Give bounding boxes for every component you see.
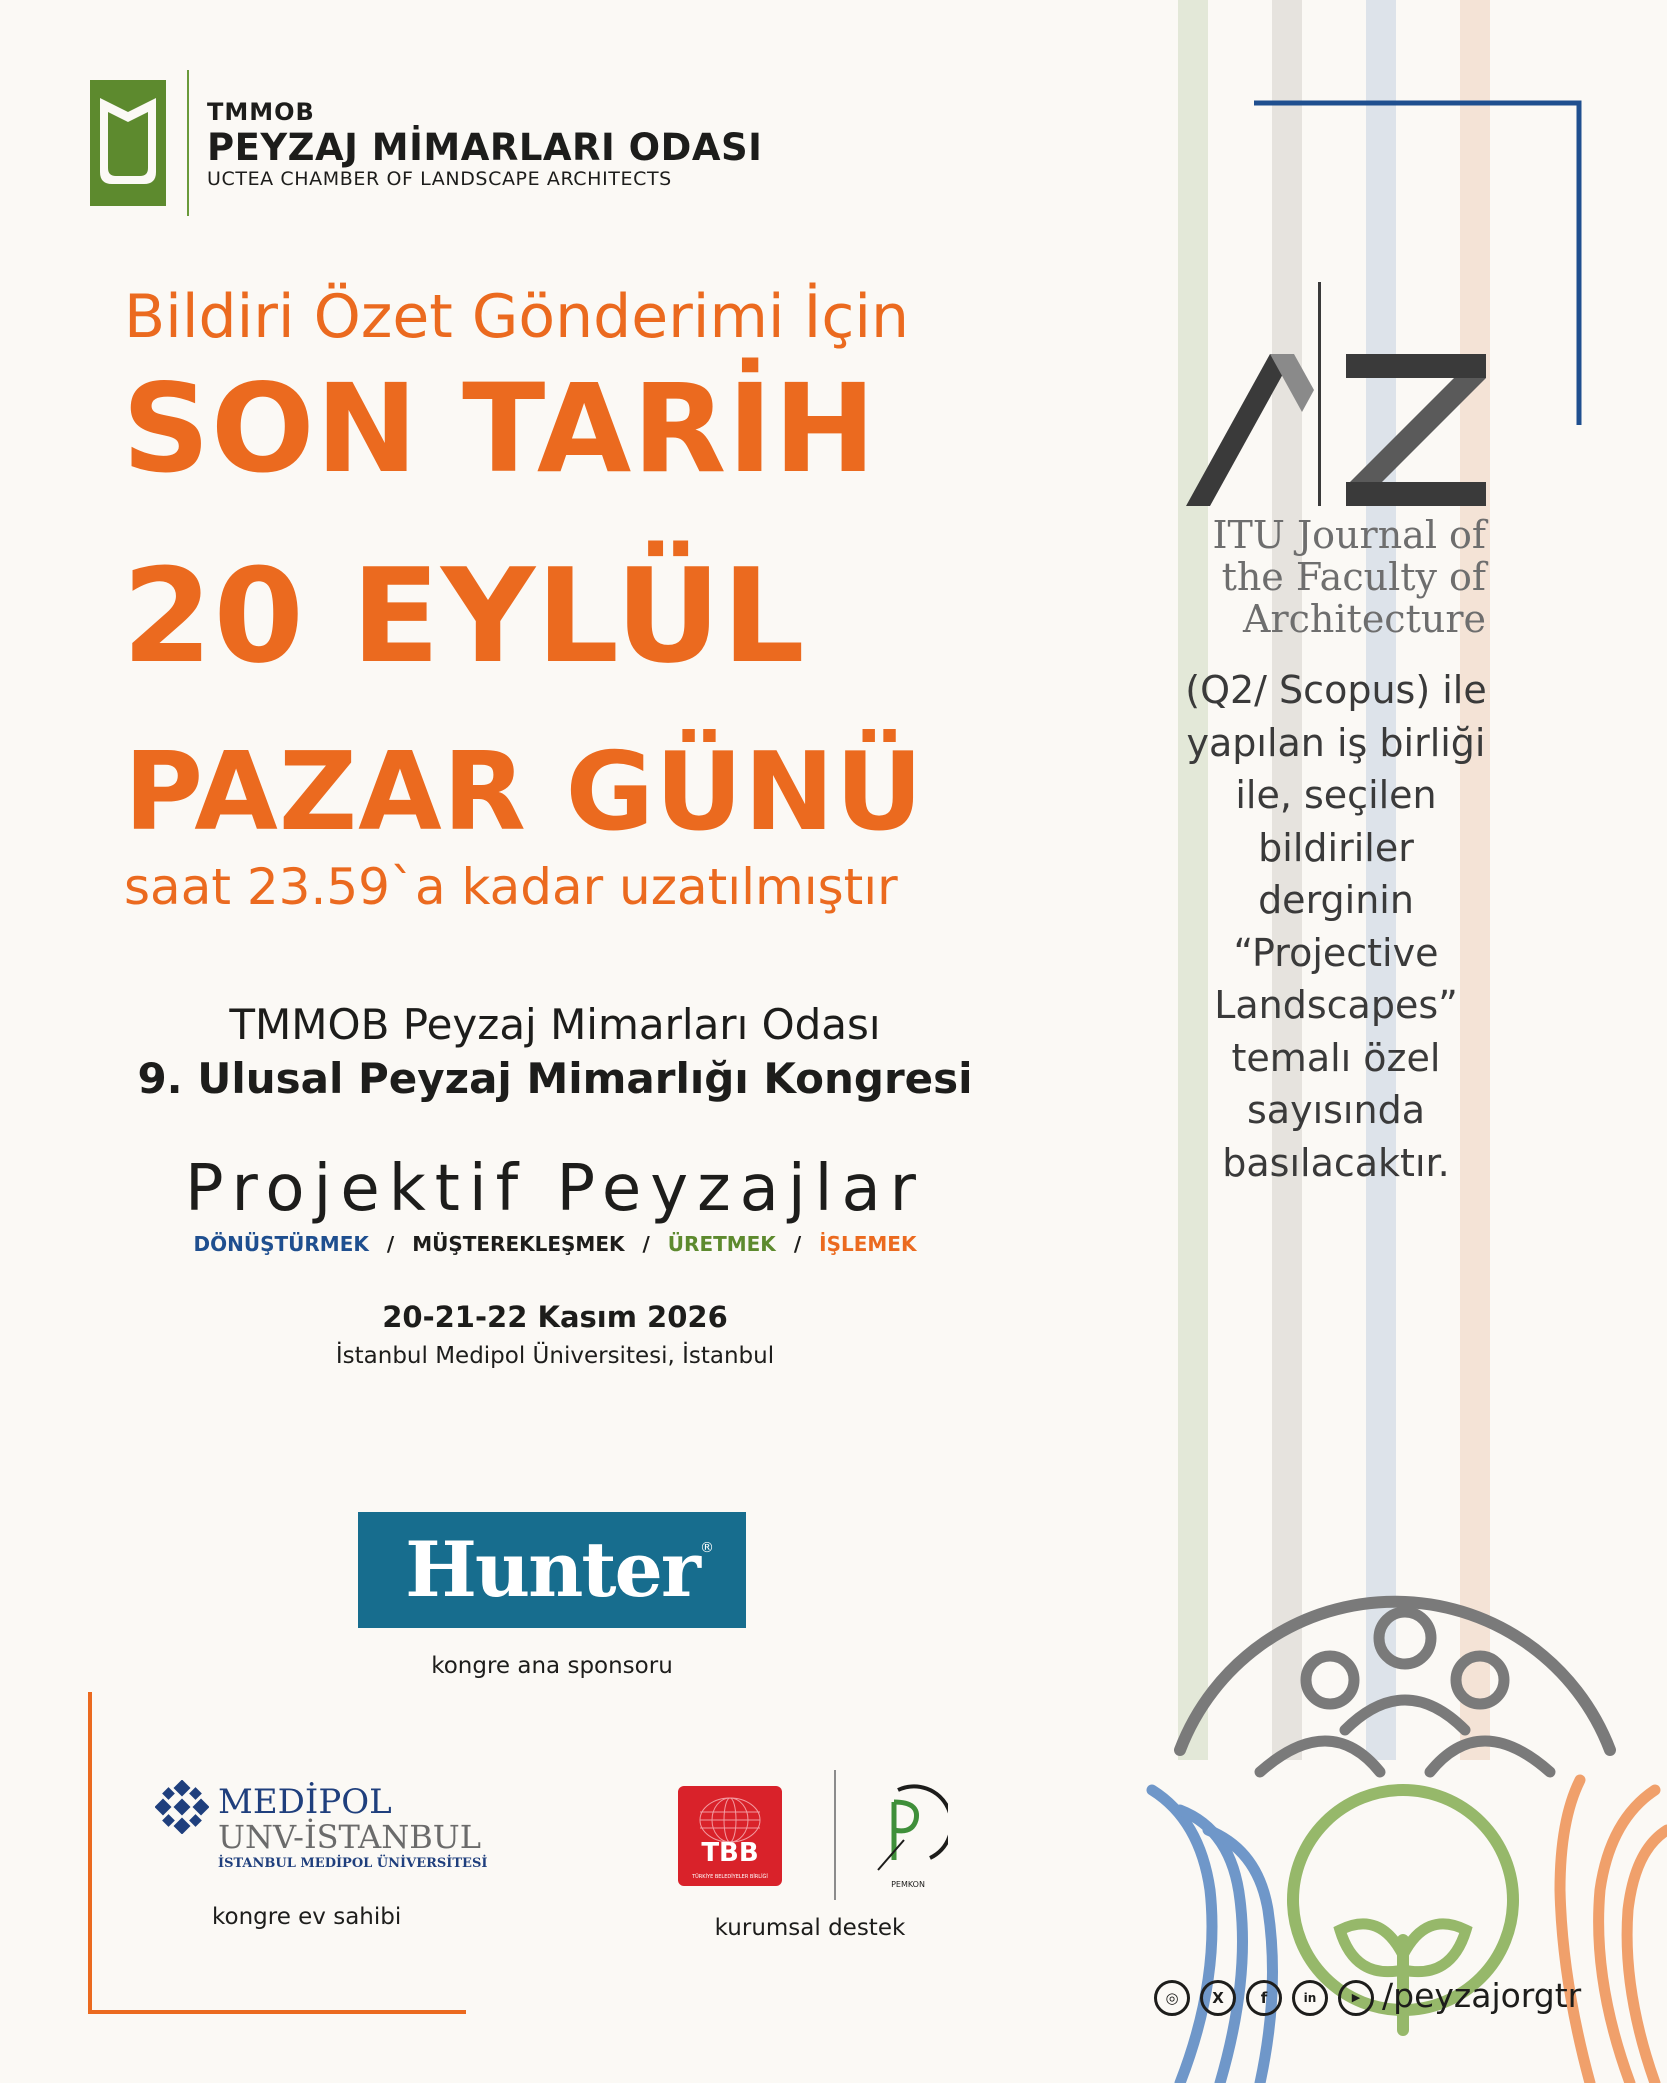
keyword-1: DÖNÜŞTÜRMEK [193,1232,369,1256]
org-name: PEYZAJ MİMARLARI ODASI [207,126,763,169]
instagram-icon[interactable]: ◎ [1154,1980,1190,2016]
headline-day: PAZAR GÜNÜ [124,730,924,855]
pemkon-logo-text: PEMKON [891,1880,925,1889]
hunter-registered-mark: ® [700,1540,714,1556]
journal-name [1186,514,1486,640]
keyword-4: İŞLEMEK [819,1232,917,1256]
hunter-logo-text: Hunter [405,1525,699,1614]
tbb-logo-text: TBB [701,1838,759,1868]
headline-date: 20 EYLÜL [122,540,806,692]
frame-line-vertical [88,1692,92,2014]
theme-keywords [80,1232,1030,1256]
tbb-logo [678,1786,782,1886]
congress-theme: Projektif Peyzajlar [185,1152,925,1226]
keyword-separator: / [793,1232,802,1256]
headline-subtitle: Bildiri Özet Gönderimi İçin [124,282,910,352]
congress-venue: İstanbul Medipol Üniversitesi, İstanbul [335,1343,775,1369]
support-divider [834,1770,836,1900]
journal-line-2: the Faculty of [1221,555,1486,599]
chamber-logo-icon [90,80,166,206]
collab-line: derginin [1258,878,1414,922]
collab-line: basılacaktır. [1222,1140,1450,1185]
collab-line: bildiriler [1258,825,1414,870]
keyword-2: MÜŞTEREKLEŞMEK [412,1232,625,1256]
collab-line: yapılan iş birliği [1186,720,1486,765]
collab-line: ile, seçilen [1235,773,1437,817]
facebook-icon[interactable]: f [1246,1980,1282,2016]
journal-collaboration-text [1146,664,1526,1189]
x-icon[interactable]: X [1200,1980,1236,2016]
tbb-full-name: TÜRKİYE BELEDİYELER BİRLİĞİ [692,1874,768,1880]
youtube-icon[interactable]: ▶ [1338,1980,1374,2016]
medipol-unv: UNV-İSTANBUL [218,1818,481,1856]
az-journal-logo-icon [1186,280,1486,510]
keyword-separator: / [642,1232,650,1256]
collab-line: temalı özel [1231,1035,1441,1080]
medipol-name: MEDİPOL [218,1782,392,1822]
congress-date: 20-21-22 Kasım 2026 [382,1300,728,1334]
frame-line-horizontal [88,2010,466,2014]
congress-organizer: TMMOB Peyzaj Mimarları Odası [229,1000,881,1049]
headline-deadline: SON TARİH [122,358,877,500]
host-label: kongre ev sahibi [212,1904,402,1930]
org-name-small: TMMOB [207,98,315,126]
collab-line: sayısında [1247,1088,1425,1132]
medipol-full-name: İSTANBUL MEDİPOL ÜNİVERSİTESİ [218,1856,488,1871]
support-label: kurumsal destek [714,1915,906,1941]
medipol-logo-icon [155,1780,209,1834]
journal-line-3: Architecture [1243,597,1486,641]
tbb-globe-icon [678,1786,782,1846]
collab-line: (Q2/ Scopus) ile [1185,668,1487,712]
linkedin-icon[interactable]: in [1292,1980,1328,2016]
congress-name: 9. Ulusal Peyzaj Mimarlığı Kongresi [137,1054,973,1103]
pemkon-logo-icon [868,1780,948,1880]
collab-line: “Projective [1233,930,1439,975]
social-handle[interactable]: /peyzajorgtr [1382,1976,1582,2015]
keyword-separator: / [386,1232,395,1256]
collab-line: Landscapes” [1214,983,1458,1027]
keyword-3: ÜRETMEK [667,1232,776,1256]
logo-divider [187,70,189,216]
journal-line-1: ITU Journal of [1212,513,1486,557]
headline-extension: saat 23.59`a kadar uzatılmıştır [124,858,898,916]
org-name-english: UCTEA CHAMBER OF LANDSCAPE ARCHITECTS [207,168,672,190]
main-sponsor-label: kongre ana sponsoru [431,1653,673,1679]
